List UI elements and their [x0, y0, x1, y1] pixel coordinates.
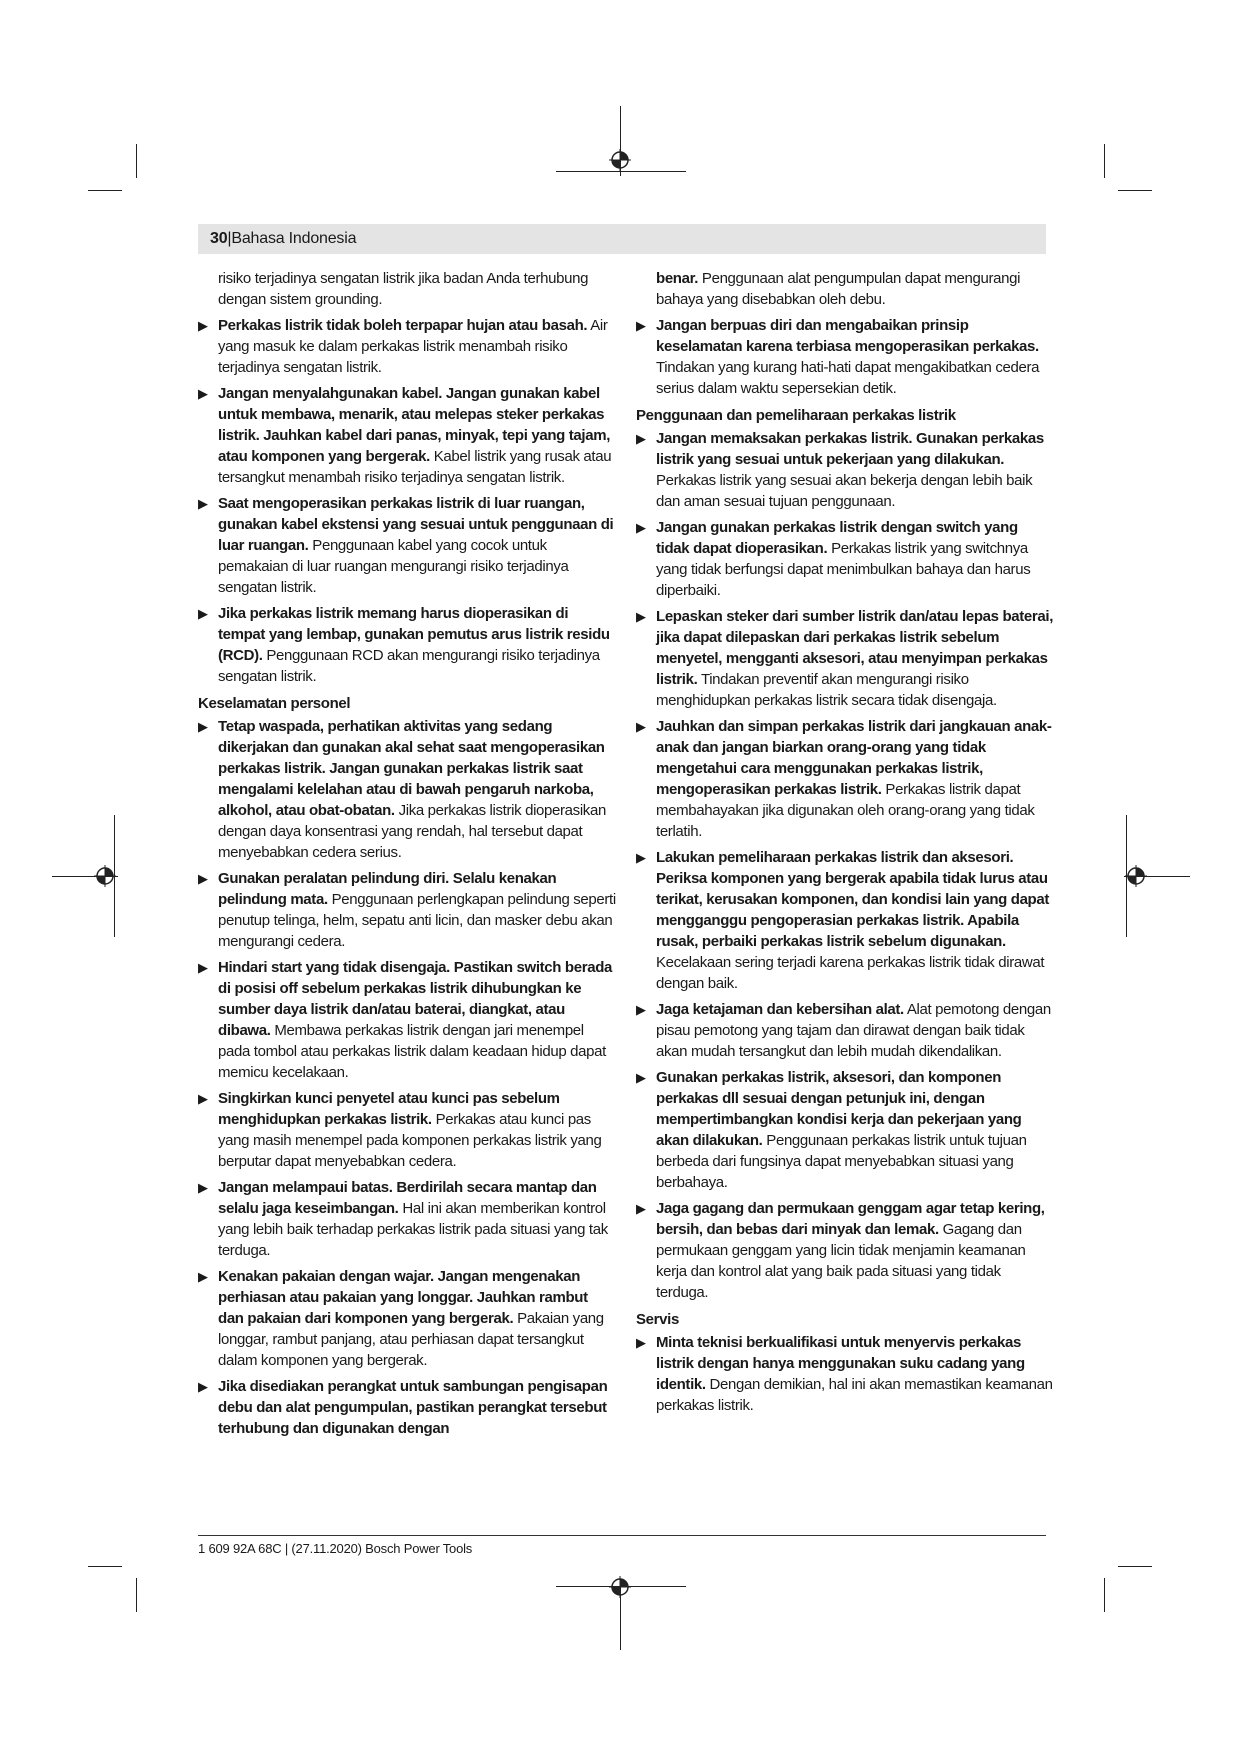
registration-mark-icon: [1125, 865, 1147, 887]
bullet-icon: ▶: [636, 609, 646, 624]
item-body-text: Gagang dan permukaan genggam yang licin tidak menjamin keamanan kerja dan kontrol alat yang baik pada situasi yang tidak terduga.: [656, 1221, 1026, 1301]
item-bold-text: Jauhkan dan simpan perkakas listrik dari jangkauan anak-anak dan jangan biarkan orang-orang yang tidak mengetahui cara menggunakan perkakas listrik, mengoperasikan perkakas listrik.: [656, 718, 1052, 798]
bullet-icon: ▶: [636, 1070, 646, 1085]
crop-mark: [1104, 1578, 1105, 1612]
item-body-text: Tindakan preventif akan mengurangi risiko menghidupkan perkakas listrik secara tidak disengaja.: [656, 671, 997, 709]
item-body-text: Kecelakaan sering terjadi karena perkakas listrik tidak dirawat dengan baik.: [656, 954, 1045, 992]
continuation-body: Penggunaan alat pengumpulan dapat mengurangi bahaya yang disebabkan oleh debu.: [656, 270, 1021, 308]
page-header: [210, 229, 356, 249]
item-bold-text: Jangan memaksakan perkakas listrik. Gunakan perkakas listrik yang sesuai untuk pekerjaan yang dilakukan.: [656, 430, 1044, 468]
bullet-icon: ▶: [636, 431, 646, 446]
bullet-icon: ▶: [636, 1002, 646, 1017]
item-bold-text: Jaga gagang dan permukaan genggam agar tetap kering, bersih, dan bebas dari minyak dan lemak.: [656, 1200, 1045, 1238]
list-item: [198, 1177, 616, 1261]
item-bold-text: Gunakan peralatan pelindung diri. Selalu kenakan pelindung mata.: [218, 870, 557, 908]
item-body-text: Alat pemotong dengan pisau pemotong yang tajam dan dirawat dengan baik tidak akan mudah tersangkut dan lebih mudah dikendalikan.: [656, 1001, 1051, 1060]
item-bold-text: Tetap waspada, perhatikan aktivitas yang sedang dikerjakan dan gunakan akal sehat saat mengoperasikan perkakas listrik. Jangan gunakan perkakas listrik saat mengalami kelelahan atau di bawah pengaruh narkoba, alkohol, atau obat-obatan.: [218, 718, 605, 819]
continuation-bold: benar.: [656, 270, 699, 287]
bullet-icon: ▶: [636, 1201, 646, 1216]
footer-text: 1 609 92A 68C | (27.11.2020) Bosch Power Tools: [198, 1541, 473, 1556]
item-body-text: Air yang masuk ke dalam perkakas listrik menambah risiko terjadinya sengatan listrik.: [218, 317, 608, 376]
bullet-icon: ▶: [198, 719, 208, 734]
list-item: [198, 1376, 616, 1439]
registration-mark-icon: [609, 1576, 631, 1598]
item-bold-text: Singkirkan kunci penyetel atau kunci pas sebelum menghidupkan perkakas listrik.: [218, 1090, 560, 1128]
list-item: [198, 957, 616, 1083]
list-item: [198, 315, 616, 378]
list-item: [636, 847, 1054, 994]
crop-mark: [1118, 1566, 1152, 1567]
footer-rule: [198, 1535, 1046, 1536]
list-item: [636, 716, 1054, 842]
item-bold-text: Jangan gunakan perkakas listrik dengan switch yang tidak dapat dioperasikan.: [656, 519, 1018, 557]
item-bold-text: Lepaskan steker dari sumber listrik dan/atau lepas baterai, jika dapat dilepaskan dari perkakas listrik sebelum menyetel, mengganti aksesori, atau menyimpan perkakas listrik.: [656, 608, 1054, 688]
intro-text: risiko terjadinya sengatan listrik jika badan Anda terhubung dengan sistem grounding.: [218, 270, 589, 308]
list-electrical-safety: [198, 315, 616, 687]
list-tool-usage: [636, 428, 1054, 1303]
list-complacency: [636, 315, 1054, 399]
item-bold-text: Hindari start yang tidak disengaja. Pastikan switch berada di posisi off sebelum perkakas listrik dihubungkan ke sumber daya listrik dan/atau baterai, diangkat, atau dibawa.: [218, 959, 613, 1039]
list-item: [636, 606, 1054, 711]
item-bold-text: Kenakan pakaian dengan wajar. Jangan mengenakan perhiasan atau pakaian yang longgar. Jauhkan rambut dan pakaian dari komponen yang bergerak.: [218, 1268, 588, 1327]
item-body-text: Jika perkakas listrik dioperasikan dengan daya konsentrasi yang rendah, hal tersebut dapat menyebabkan cedera serius.: [218, 802, 606, 861]
item-body-text: Penggunaan perlengkapan pelindung seperti penutup telinga, helm, sepatu anti licin, dan masker debu akan mengurangi cedera.: [218, 891, 616, 950]
page-number: 30: [210, 230, 228, 247]
item-bold-text: Minta teknisi berkualifikasi untuk menyervis perkakas listrik dengan hanya menggunakan suku cadang yang identik.: [656, 1334, 1025, 1393]
item-bold-text: Jangan berpuas diri dan mengabaikan prinsip keselamatan karena terbiasa mengoperasikan perkakas.: [656, 317, 1039, 355]
bullet-icon: ▶: [198, 1091, 208, 1106]
item-body-text: Perkakas listrik yang switchnya yang tidak berfungsi dapat menimbulkan bahaya dan harus diperbaiki.: [656, 540, 1031, 599]
bullet-icon: ▶: [636, 850, 646, 865]
list-item: [636, 1332, 1054, 1416]
section-title-personel: Keselamatan personel: [198, 695, 351, 712]
list-item: [198, 1266, 616, 1371]
item-body-text: Perkakas listrik dapat membahayakan jika digunakan oleh orang-orang yang tidak terlatih.: [656, 781, 1035, 840]
list-service: [636, 1332, 1054, 1416]
list-item: [198, 493, 616, 598]
crop-mark: [88, 190, 122, 191]
crop-mark: [136, 1578, 137, 1612]
item-bold-text: Saat mengoperasikan perkakas listrik di luar ruangan, gunakan kabel ekstensi yang sesuai untuk penggunaan di luar ruangan.: [218, 495, 614, 554]
list-item: [636, 428, 1054, 512]
crop-mark: [1118, 190, 1152, 191]
bullet-icon: ▶: [198, 960, 208, 975]
registration-mark-icon: [94, 865, 116, 887]
item-bold-text: Jangan menyalahgunakan kabel. Jangan gunakan kabel untuk membawa, menarik, atau melepas steker perkakas listrik. Jauhkan kabel dari panas, minyak, tepi yang tajam, atau komponen yang bergerak.: [218, 385, 611, 465]
bullet-icon: ▶: [198, 318, 208, 333]
list-item: [198, 383, 616, 488]
right-column: [636, 268, 1054, 1421]
bullet-icon: ▶: [636, 719, 646, 734]
item-body-text: Dengan demikian, hal ini akan memastikan keamanan perkakas listrik.: [656, 1376, 1053, 1414]
item-body-text: Kabel listrik yang rusak atau tersangkut menambah risiko terjadinya sengatan listrik.: [218, 448, 612, 486]
item-bold-text: Perkakas listrik tidak boleh terpapar hujan atau basah.: [218, 317, 588, 334]
bullet-icon: ▶: [198, 606, 208, 621]
bullet-icon: ▶: [198, 386, 208, 401]
section-title-usage: Penggunaan dan pemeliharaan perkakas listrik: [636, 407, 956, 424]
crop-mark: [88, 1566, 122, 1567]
registration-mark-icon: [609, 149, 631, 171]
item-bold-text: Gunakan perkakas listrik, aksesori, dan komponen perkakas dll sesuai dengan petunjuk ini, dengan mempertimbangkan kondisi kerja dan pekerjaan yang akan dilakukan.: [656, 1069, 1022, 1149]
continuation-text: [636, 268, 1054, 310]
list-personal-safety: [198, 716, 616, 1439]
item-bold-text: Jika perkakas listrik memang harus dioperasikan di tempat yang lembap, gunakan pemutus arus listrik residu (RCD).: [218, 605, 610, 664]
item-body-text: Penggunaan perkakas listrik untuk tujuan berbeda dari fungsinya dapat menyebabkan situasi yang berbahaya.: [656, 1132, 1027, 1191]
list-item: [636, 1198, 1054, 1303]
list-item: [636, 999, 1054, 1062]
bullet-icon: ▶: [636, 1335, 646, 1350]
item-body-text: Perkakas listrik yang sesuai akan bekerja dengan lebih baik dan aman sesuai tujuan penggunaan.: [656, 472, 1033, 510]
bullet-icon: ▶: [636, 318, 646, 333]
crop-mark: [1104, 144, 1105, 178]
item-bold-text: Jangan melampaui batas. Berdirilah secara mantap dan selalu jaga keseimbangan.: [218, 1179, 597, 1217]
crop-mark: [556, 171, 686, 172]
bullet-icon: ▶: [198, 1269, 208, 1284]
left-column: [198, 268, 616, 1444]
item-bold-text: Jaga ketajaman dan kebersihan alat.: [656, 1001, 904, 1018]
bullet-icon: ▶: [198, 1180, 208, 1195]
list-item: [198, 603, 616, 687]
item-body-text: Penggunaan kabel yang cocok untuk pemakaian di luar ruangan mengurangi risiko terjadinya sengatan listrik.: [218, 537, 569, 596]
header-language: Bahasa Indonesia: [231, 230, 357, 247]
list-item: [636, 1067, 1054, 1193]
item-body-text: Pakaian yang longgar, rambut panjang, atau perhiasan dapat tersangkut dalam komponen yang bergerak.: [218, 1310, 604, 1369]
bullet-icon: ▶: [636, 520, 646, 535]
item-body-text: Penggunaan RCD akan mengurangi risiko terjadinya sengatan listrik.: [218, 647, 600, 685]
list-item: [198, 1088, 616, 1172]
crop-mark: [136, 144, 137, 178]
item-bold-text: Lakukan pemeliharaan perkakas listrik dan aksesori. Periksa komponen yang bergerak apabila tidak lurus atau terikat, kerusakan komponen, dan kondisi lain yang dapat mengganggu pengoperasian perkakas listrik. Apabila rusak, perbaiki perkakas listrik sebelum digunakan.: [656, 849, 1050, 950]
item-body-text: Tindakan yang kurang hati-hati dapat mengakibatkan cedera serius dalam waktu sepersekian detik.: [656, 359, 1040, 397]
list-item: [198, 868, 616, 952]
header-separator: |: [227, 230, 232, 247]
item-body-text: Hal ini akan memberikan kontrol yang lebih baik terhadap perkakas listrik pada situasi yang tak terduga.: [218, 1200, 608, 1259]
item-body-text: Membawa perkakas listrik dengan jari menempel pada tombol atau perkakas listrik dalam keadaan hidup dapat memicu kecelakaan.: [218, 1022, 606, 1081]
section-title-service: Servis: [636, 1311, 679, 1328]
item-bold-text: Jika disediakan perangkat untuk sambungan pengisapan debu dan alat pengumpulan, pastikan perangkat tersebut terhubung dan digunakan dengan: [218, 1378, 608, 1437]
list-item: [636, 315, 1054, 399]
bullet-icon: ▶: [198, 871, 208, 886]
item-body-text: Perkakas atau kunci pas yang masih menempel pada komponen perkakas listrik yang berputar dapat menyebabkan cedera.: [218, 1111, 602, 1170]
list-item: [198, 716, 616, 863]
bullet-icon: ▶: [198, 1379, 208, 1394]
list-item: [636, 517, 1054, 601]
bullet-icon: ▶: [198, 496, 208, 511]
